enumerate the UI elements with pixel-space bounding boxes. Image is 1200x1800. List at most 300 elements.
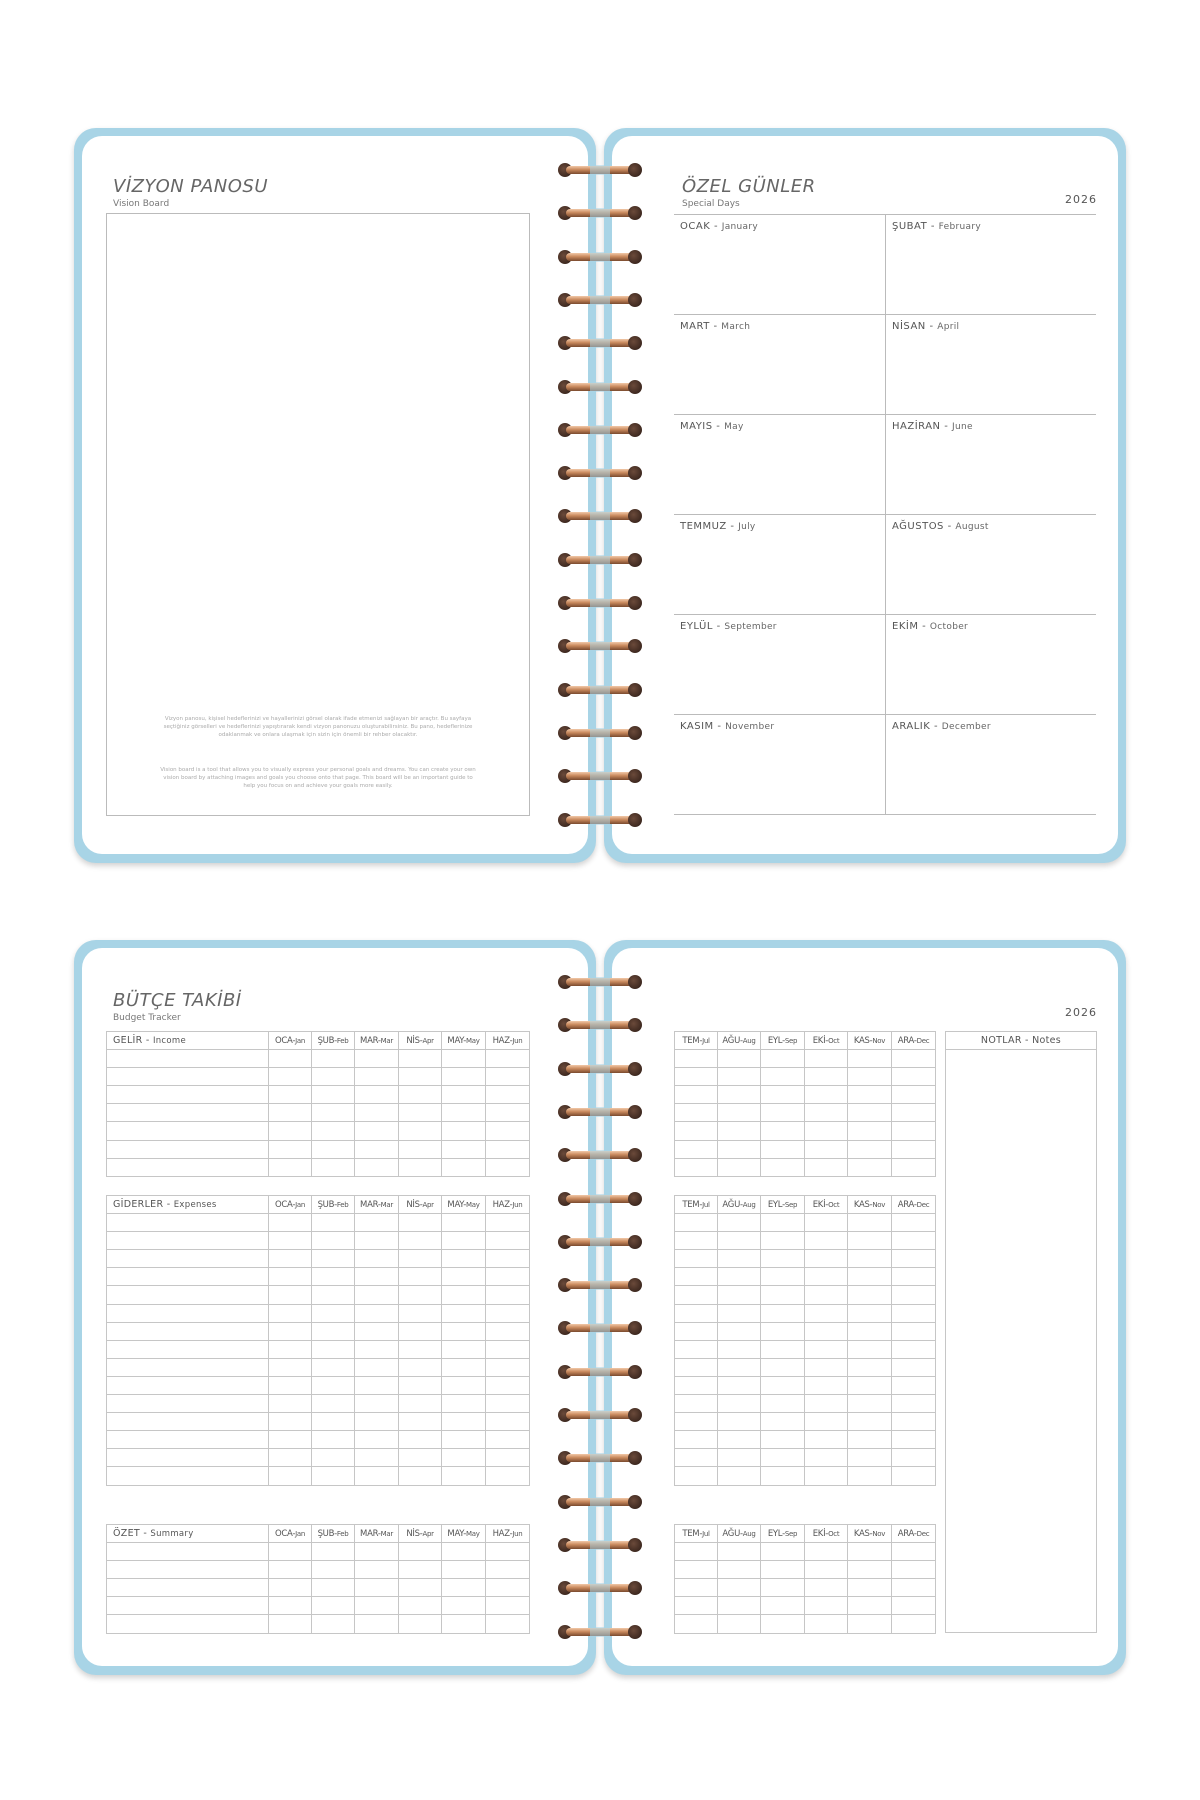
table-cell[interactable] [312, 1140, 355, 1158]
table-cell[interactable] [486, 1413, 530, 1431]
table-cell[interactable] [355, 1158, 399, 1176]
table-cell[interactable] [848, 1413, 892, 1431]
table-cell[interactable] [355, 1086, 399, 1104]
table-cell[interactable] [312, 1597, 355, 1615]
table-cell[interactable] [312, 1615, 355, 1633]
table-cell[interactable] [355, 1050, 399, 1068]
table-cell[interactable] [848, 1543, 892, 1561]
table-cell[interactable] [486, 1376, 530, 1394]
table-cell[interactable] [399, 1376, 442, 1394]
table-cell[interactable] [761, 1413, 805, 1431]
table-cell[interactable] [312, 1395, 355, 1413]
table-cell[interactable] [399, 1449, 442, 1467]
table-cell[interactable] [355, 1250, 399, 1268]
table-cell[interactable] [486, 1050, 530, 1068]
table-cell[interactable] [442, 1068, 486, 1086]
table-cell[interactable] [892, 1050, 936, 1068]
table-cell[interactable] [355, 1304, 399, 1322]
table-cell[interactable] [442, 1597, 486, 1615]
table-cell[interactable] [848, 1140, 892, 1158]
table-cell[interactable] [805, 1232, 848, 1250]
table-cell[interactable] [399, 1304, 442, 1322]
table-cell[interactable] [486, 1214, 530, 1232]
table-cell[interactable] [442, 1214, 486, 1232]
table-cell[interactable] [805, 1376, 848, 1394]
table-cell[interactable] [761, 1122, 805, 1140]
table-cell[interactable] [107, 1232, 269, 1250]
table-cell[interactable] [761, 1358, 805, 1376]
table-cell[interactable] [269, 1140, 312, 1158]
table-cell[interactable] [269, 1431, 312, 1449]
table-cell[interactable] [399, 1413, 442, 1431]
table-cell[interactable] [761, 1286, 805, 1304]
table-cell[interactable] [892, 1232, 936, 1250]
table-cell[interactable] [718, 1467, 761, 1485]
table-cell[interactable] [486, 1431, 530, 1449]
month-cell[interactable]: EKİM - October [885, 615, 1096, 715]
table-cell[interactable] [442, 1340, 486, 1358]
table-cell[interactable] [805, 1561, 848, 1579]
table-cell[interactable] [761, 1340, 805, 1358]
table-cell[interactable] [675, 1122, 718, 1140]
table-cell[interactable] [761, 1561, 805, 1579]
table-cell[interactable] [269, 1579, 312, 1597]
table-cell[interactable] [892, 1449, 936, 1467]
table-cell[interactable] [892, 1068, 936, 1086]
table-cell[interactable] [312, 1286, 355, 1304]
table-cell[interactable] [718, 1250, 761, 1268]
table-cell[interactable] [107, 1358, 269, 1376]
table-cell[interactable] [442, 1250, 486, 1268]
table-cell[interactable] [486, 1140, 530, 1158]
table-cell[interactable] [805, 1597, 848, 1615]
table-cell[interactable] [761, 1086, 805, 1104]
table-cell[interactable] [675, 1340, 718, 1358]
table-cell[interactable] [355, 1122, 399, 1140]
month-cell[interactable]: OCAK - January [674, 215, 885, 315]
table-cell[interactable] [107, 1286, 269, 1304]
table-cell[interactable] [399, 1158, 442, 1176]
table-cell[interactable] [486, 1467, 530, 1485]
table-cell[interactable] [675, 1449, 718, 1467]
table-cell[interactable] [107, 1413, 269, 1431]
table-cell[interactable] [269, 1286, 312, 1304]
table-cell[interactable] [848, 1286, 892, 1304]
table-cell[interactable] [718, 1214, 761, 1232]
table-cell[interactable] [312, 1050, 355, 1068]
table-cell[interactable] [107, 1322, 269, 1340]
table-cell[interactable] [486, 1104, 530, 1122]
table-cell[interactable] [761, 1449, 805, 1467]
table-cell[interactable] [718, 1449, 761, 1467]
table-cell[interactable] [761, 1104, 805, 1122]
table-cell[interactable] [486, 1395, 530, 1413]
table-cell[interactable] [761, 1158, 805, 1176]
table-cell[interactable] [892, 1140, 936, 1158]
table-cell[interactable] [848, 1232, 892, 1250]
table-cell[interactable] [848, 1104, 892, 1122]
table-cell[interactable] [718, 1543, 761, 1561]
table-cell[interactable] [269, 1597, 312, 1615]
table-cell[interactable] [355, 1140, 399, 1158]
table-cell[interactable] [107, 1086, 269, 1104]
table-cell[interactable] [355, 1413, 399, 1431]
table-cell[interactable] [892, 1376, 936, 1394]
table-cell[interactable] [312, 1561, 355, 1579]
table-cell[interactable] [312, 1104, 355, 1122]
table-cell[interactable] [892, 1358, 936, 1376]
month-cell[interactable]: TEMMUZ - July [674, 515, 885, 615]
table-cell[interactable] [675, 1304, 718, 1322]
table-cell[interactable] [355, 1597, 399, 1615]
table-cell[interactable] [675, 1250, 718, 1268]
table-cell[interactable] [312, 1579, 355, 1597]
table-cell[interactable] [761, 1615, 805, 1633]
table-cell[interactable] [312, 1232, 355, 1250]
table-cell[interactable] [718, 1340, 761, 1358]
table-cell[interactable] [892, 1561, 936, 1579]
table-cell[interactable] [399, 1395, 442, 1413]
table-cell[interactable] [805, 1413, 848, 1431]
table-cell[interactable] [486, 1579, 530, 1597]
table-cell[interactable] [675, 1376, 718, 1394]
table-cell[interactable] [107, 1304, 269, 1322]
table-cell[interactable] [399, 1268, 442, 1286]
table-cell[interactable] [892, 1158, 936, 1176]
table-cell[interactable] [892, 1431, 936, 1449]
table-cell[interactable] [269, 1395, 312, 1413]
table-cell[interactable] [312, 1376, 355, 1394]
table-cell[interactable] [805, 1395, 848, 1413]
table-cell[interactable] [107, 1268, 269, 1286]
table-cell[interactable] [355, 1561, 399, 1579]
month-cell[interactable]: MART - March [674, 315, 885, 415]
table-cell[interactable] [355, 1376, 399, 1394]
table-cell[interactable] [399, 1322, 442, 1340]
table-cell[interactable] [486, 1250, 530, 1268]
table-cell[interactable] [848, 1340, 892, 1358]
table-cell[interactable] [892, 1340, 936, 1358]
table-cell[interactable] [355, 1449, 399, 1467]
month-cell[interactable]: HAZİRAN - June [885, 415, 1096, 515]
table-cell[interactable] [107, 1597, 269, 1615]
month-cell[interactable]: MAYIS - May [674, 415, 885, 515]
table-cell[interactable] [107, 1431, 269, 1449]
table-cell[interactable] [848, 1561, 892, 1579]
table-cell[interactable] [269, 1340, 312, 1358]
table-cell[interactable] [892, 1304, 936, 1322]
table-cell[interactable] [107, 1068, 269, 1086]
table-cell[interactable] [675, 1413, 718, 1431]
table-cell[interactable] [486, 1322, 530, 1340]
table-cell[interactable] [675, 1579, 718, 1597]
table-cell[interactable] [486, 1597, 530, 1615]
table-cell[interactable] [355, 1395, 399, 1413]
table-cell[interactable] [805, 1286, 848, 1304]
table-cell[interactable] [312, 1158, 355, 1176]
table-cell[interactable] [486, 1068, 530, 1086]
table-cell[interactable] [442, 1232, 486, 1250]
table-cell[interactable] [892, 1597, 936, 1615]
month-cell[interactable]: KASIM - November [674, 715, 885, 815]
table-cell[interactable] [892, 1086, 936, 1104]
table-cell[interactable] [399, 1340, 442, 1358]
table-cell[interactable] [107, 1250, 269, 1268]
table-cell[interactable] [675, 1543, 718, 1561]
table-cell[interactable] [399, 1086, 442, 1104]
table-cell[interactable] [892, 1104, 936, 1122]
table-cell[interactable] [848, 1304, 892, 1322]
table-cell[interactable] [269, 1322, 312, 1340]
table-cell[interactable] [312, 1304, 355, 1322]
table-cell[interactable] [355, 1232, 399, 1250]
table-cell[interactable] [892, 1214, 936, 1232]
table-cell[interactable] [312, 1122, 355, 1140]
table-cell[interactable] [848, 1068, 892, 1086]
table-cell[interactable] [675, 1615, 718, 1633]
table-cell[interactable] [892, 1543, 936, 1561]
table-cell[interactable] [892, 1615, 936, 1633]
table-cell[interactable] [675, 1104, 718, 1122]
table-cell[interactable] [848, 1597, 892, 1615]
table-cell[interactable] [442, 1268, 486, 1286]
table-cell[interactable] [805, 1050, 848, 1068]
table-cell[interactable] [718, 1268, 761, 1286]
table-cell[interactable] [107, 1615, 269, 1633]
table-cell[interactable] [892, 1579, 936, 1597]
table-cell[interactable] [848, 1268, 892, 1286]
table-cell[interactable] [399, 1232, 442, 1250]
table-cell[interactable] [718, 1122, 761, 1140]
table-cell[interactable] [892, 1322, 936, 1340]
table-cell[interactable] [399, 1543, 442, 1561]
table-cell[interactable] [399, 1140, 442, 1158]
table-cell[interactable] [892, 1250, 936, 1268]
table-cell[interactable] [718, 1304, 761, 1322]
table-cell[interactable] [355, 1543, 399, 1561]
table-cell[interactable] [675, 1431, 718, 1449]
table-cell[interactable] [805, 1615, 848, 1633]
table-cell[interactable] [848, 1214, 892, 1232]
month-cell[interactable]: ŞUBAT - February [885, 215, 1096, 315]
table-cell[interactable] [675, 1050, 718, 1068]
table-cell[interactable] [718, 1358, 761, 1376]
table-cell[interactable] [355, 1214, 399, 1232]
table-cell[interactable] [718, 1561, 761, 1579]
table-cell[interactable] [269, 1250, 312, 1268]
table-cell[interactable] [805, 1304, 848, 1322]
table-cell[interactable] [399, 1597, 442, 1615]
table-cell[interactable] [761, 1232, 805, 1250]
table-cell[interactable] [805, 1358, 848, 1376]
table-cell[interactable] [399, 1068, 442, 1086]
table-cell[interactable] [675, 1086, 718, 1104]
table-cell[interactable] [761, 1322, 805, 1340]
table-cell[interactable] [718, 1615, 761, 1633]
table-cell[interactable] [312, 1543, 355, 1561]
table-cell[interactable] [805, 1431, 848, 1449]
table-cell[interactable] [718, 1376, 761, 1394]
table-cell[interactable] [848, 1050, 892, 1068]
table-cell[interactable] [269, 1467, 312, 1485]
table-cell[interactable] [486, 1232, 530, 1250]
table-cell[interactable] [761, 1250, 805, 1268]
table-cell[interactable] [269, 1358, 312, 1376]
table-cell[interactable] [269, 1413, 312, 1431]
table-cell[interactable] [805, 1068, 848, 1086]
table-cell[interactable] [399, 1104, 442, 1122]
table-cell[interactable] [848, 1122, 892, 1140]
table-cell[interactable] [399, 1579, 442, 1597]
table-cell[interactable] [718, 1086, 761, 1104]
table-cell[interactable] [107, 1376, 269, 1394]
table-cell[interactable] [269, 1232, 312, 1250]
table-cell[interactable] [107, 1543, 269, 1561]
table-cell[interactable] [107, 1340, 269, 1358]
table-cell[interactable] [848, 1615, 892, 1633]
table-cell[interactable] [442, 1050, 486, 1068]
table-cell[interactable] [107, 1579, 269, 1597]
table-cell[interactable] [442, 1358, 486, 1376]
table-cell[interactable] [355, 1431, 399, 1449]
table-cell[interactable] [675, 1232, 718, 1250]
month-cell[interactable]: ARALIK - December [885, 715, 1096, 815]
table-cell[interactable] [355, 1579, 399, 1597]
table-cell[interactable] [675, 1140, 718, 1158]
table-cell[interactable] [442, 1086, 486, 1104]
table-cell[interactable] [442, 1449, 486, 1467]
table-cell[interactable] [269, 1268, 312, 1286]
table-cell[interactable] [442, 1413, 486, 1431]
table-cell[interactable] [486, 1304, 530, 1322]
table-cell[interactable] [892, 1122, 936, 1140]
table-cell[interactable] [486, 1449, 530, 1467]
table-cell[interactable] [805, 1340, 848, 1358]
table-cell[interactable] [269, 1449, 312, 1467]
table-cell[interactable] [107, 1467, 269, 1485]
table-cell[interactable] [486, 1158, 530, 1176]
table-cell[interactable] [312, 1449, 355, 1467]
table-cell[interactable] [718, 1395, 761, 1413]
table-cell[interactable] [355, 1268, 399, 1286]
table-cell[interactable] [269, 1158, 312, 1176]
table-cell[interactable] [675, 1158, 718, 1176]
table-cell[interactable] [805, 1122, 848, 1140]
table-cell[interactable] [805, 1449, 848, 1467]
table-cell[interactable] [399, 1286, 442, 1304]
table-cell[interactable] [675, 1268, 718, 1286]
table-cell[interactable] [892, 1395, 936, 1413]
table-cell[interactable] [805, 1104, 848, 1122]
table-cell[interactable] [355, 1467, 399, 1485]
table-cell[interactable] [761, 1467, 805, 1485]
table-cell[interactable] [442, 1140, 486, 1158]
table-cell[interactable] [355, 1358, 399, 1376]
table-cell[interactable] [848, 1449, 892, 1467]
table-cell[interactable] [675, 1068, 718, 1086]
table-cell[interactable] [107, 1050, 269, 1068]
table-cell[interactable] [486, 1268, 530, 1286]
table-cell[interactable] [805, 1322, 848, 1340]
table-cell[interactable] [442, 1561, 486, 1579]
table-cell[interactable] [675, 1395, 718, 1413]
table-cell[interactable] [442, 1376, 486, 1394]
table-cell[interactable] [718, 1068, 761, 1086]
month-cell[interactable]: AĞUSTOS - August [885, 515, 1096, 615]
month-cell[interactable]: NİSAN - April [885, 315, 1096, 415]
table-cell[interactable] [442, 1431, 486, 1449]
table-cell[interactable] [848, 1358, 892, 1376]
table-cell[interactable] [312, 1467, 355, 1485]
table-cell[interactable] [312, 1340, 355, 1358]
table-cell[interactable] [761, 1068, 805, 1086]
table-cell[interactable] [805, 1158, 848, 1176]
table-cell[interactable] [848, 1322, 892, 1340]
table-cell[interactable] [761, 1431, 805, 1449]
table-cell[interactable] [442, 1322, 486, 1340]
table-cell[interactable] [355, 1068, 399, 1086]
table-cell[interactable] [805, 1250, 848, 1268]
notes-box[interactable] [945, 1031, 1097, 1633]
table-cell[interactable] [312, 1431, 355, 1449]
table-cell[interactable] [399, 1431, 442, 1449]
table-cell[interactable] [269, 1068, 312, 1086]
table-cell[interactable] [761, 1597, 805, 1615]
table-cell[interactable] [269, 1304, 312, 1322]
table-cell[interactable] [718, 1050, 761, 1068]
table-cell[interactable] [805, 1579, 848, 1597]
table-cell[interactable] [718, 1140, 761, 1158]
table-cell[interactable] [355, 1322, 399, 1340]
table-cell[interactable] [442, 1158, 486, 1176]
table-cell[interactable] [399, 1214, 442, 1232]
table-cell[interactable] [675, 1358, 718, 1376]
table-cell[interactable] [269, 1122, 312, 1140]
table-cell[interactable] [761, 1543, 805, 1561]
table-cell[interactable] [718, 1232, 761, 1250]
table-cell[interactable] [848, 1158, 892, 1176]
table-cell[interactable] [805, 1214, 848, 1232]
table-cell[interactable] [718, 1579, 761, 1597]
table-cell[interactable] [312, 1268, 355, 1286]
table-cell[interactable] [675, 1214, 718, 1232]
table-cell[interactable] [107, 1158, 269, 1176]
table-cell[interactable] [355, 1104, 399, 1122]
table-cell[interactable] [399, 1250, 442, 1268]
table-cell[interactable] [442, 1615, 486, 1633]
table-cell[interactable] [675, 1597, 718, 1615]
table-cell[interactable] [675, 1322, 718, 1340]
table-cell[interactable] [718, 1597, 761, 1615]
table-cell[interactable] [486, 1086, 530, 1104]
table-cell[interactable] [761, 1050, 805, 1068]
table-cell[interactable] [355, 1286, 399, 1304]
table-cell[interactable] [107, 1140, 269, 1158]
table-cell[interactable] [805, 1086, 848, 1104]
table-cell[interactable] [269, 1561, 312, 1579]
table-cell[interactable] [269, 1104, 312, 1122]
table-cell[interactable] [269, 1615, 312, 1633]
table-cell[interactable] [805, 1543, 848, 1561]
table-cell[interactable] [107, 1561, 269, 1579]
table-cell[interactable] [892, 1268, 936, 1286]
table-cell[interactable] [805, 1140, 848, 1158]
table-cell[interactable] [848, 1250, 892, 1268]
table-cell[interactable] [761, 1304, 805, 1322]
table-cell[interactable] [399, 1358, 442, 1376]
month-cell[interactable]: EYLÜL - September [674, 615, 885, 715]
table-cell[interactable] [442, 1395, 486, 1413]
